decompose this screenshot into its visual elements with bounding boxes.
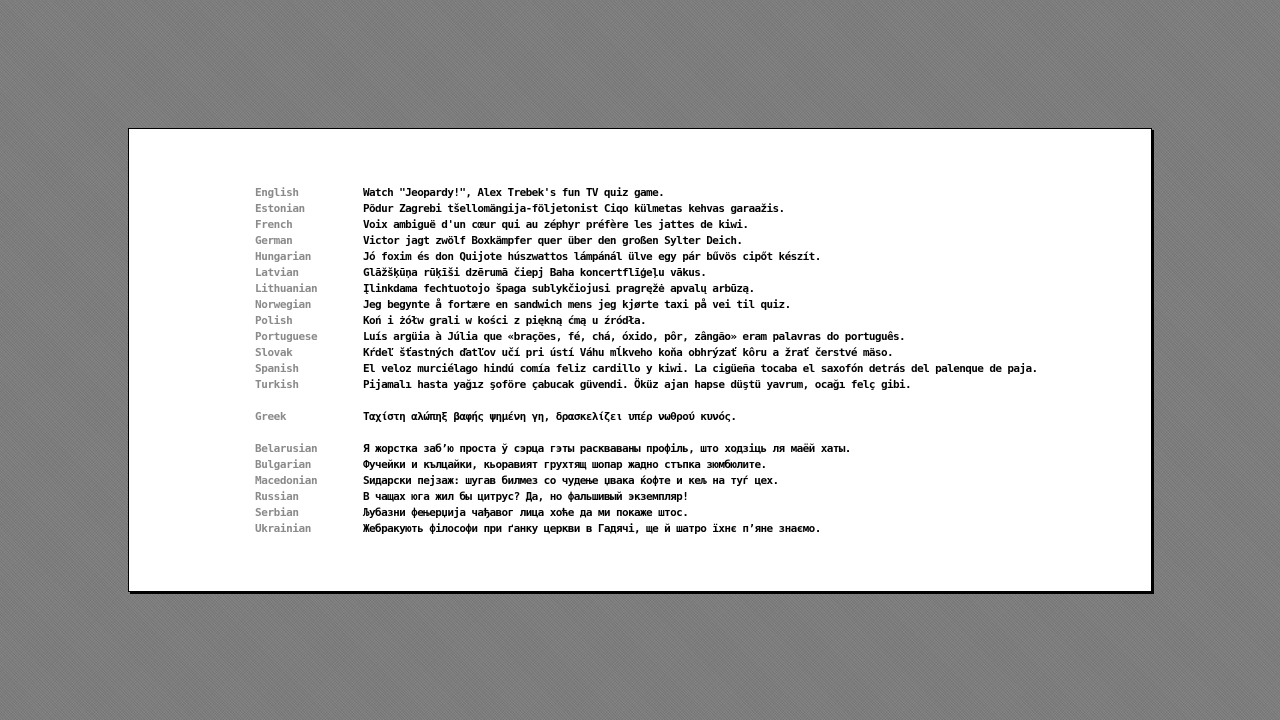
language-group [255,409,1135,425]
pangram-text: El veloz murciélago hindú comía feliz cardillo y kiwi. La cigüeña tocaba el saxofón detrás del palenque de paja. [363,362,1038,375]
pangram-text: Luís argüia à Júlia que «brações, fé, chá, óxido, pôr, zângão» eram palavras do português. [363,330,906,343]
pangram-text: Koń i żółw grali w kości z piękną ćmą u źródła. [363,314,647,327]
pangram-row [255,345,1135,361]
pangram-row [255,201,1135,217]
pangram-text: Įlinkdama fechtuotojo špaga sublykčiojusi pragręžė apvalų arbūzą. [363,282,755,295]
pangram-row [255,361,1135,377]
language-label: Norwegian [255,298,312,311]
pangram-row [255,313,1135,329]
pangram-text: Я жорстка заб’ю проста ў сэрца гэты раскваваны профіль, што ходзіць ля маёй хаты. [363,442,851,455]
language-label: Latvian [255,266,299,279]
pangram-row [255,377,1135,393]
pangram-row [255,297,1135,313]
language-label: Greek [255,410,287,423]
pangram-row [255,473,1135,489]
pangram-text: Kŕdeľ šťastných ďatľov učí pri ústí Váhu mĺkveho koňa obhrýzať kôru a žrať čerstvé mäso. [363,346,893,359]
language-label: Bulgarian [255,458,312,471]
language-label: Spanish [255,362,299,375]
language-label: Serbian [255,506,299,519]
pangram-text: Jó foxim és don Quijote húszwattos lámpánál ülve egy pár bűvös cipőt készít. [363,250,821,263]
language-label: German [255,234,293,247]
pangram-row [255,281,1135,297]
pangram-text: Љубазни фењерџија чађавог лица хоће да ми покаже штос. [363,506,689,519]
pangram-row [255,185,1135,201]
pangram-text: В чащах юга жил бы цитрус? Да, но фальшивый экземпляр! [363,490,689,503]
pangram-row [255,233,1135,249]
pangram-text: Victor jagt zwölf Boxkämpfer quer über den großen Sylter Deich. [363,234,743,247]
language-label: Russian [255,490,299,503]
language-label: Hungarian [255,250,312,263]
pangram-text: Pijamalı hasta yağız şoföre çabucak güvendi. Öküz ajan hapse düştü yavrum, ocağı felç gibi. [363,378,912,391]
pangram-row [255,521,1135,537]
pangram-text: Põdur Zagrebi tšellomängija-följetonist Ciqo külmetas kehvas garaažis. [363,202,785,215]
pangram-row [255,489,1135,505]
pangram-text: Glāžšķūņa rūķīši dzērumā čiepj Baha koncertflīģeļu vākus. [363,266,707,279]
pangram-row [255,265,1135,281]
pangram-text: Ѕидарски пејзаж: шугав билмез со чудење џвака ќофте и кељ на туѓ цех. [363,474,779,487]
language-label: Estonian [255,202,305,215]
pangram-text: Jeg begynte å fortære en sandwich mens jeg kjørte taxi på vei til quiz. [363,298,791,311]
language-label: Turkish [255,378,299,391]
pangram-text: Watch "Jeopardy!", Alex Trebek's fun TV quiz game. [363,186,665,199]
pangram-row [255,329,1135,345]
language-label: Polish [255,314,293,327]
pangram-row [255,217,1135,233]
language-label: Portuguese [255,330,318,343]
pangram-text: Жебракують філософи при ґанку церкви в Гадячі, ще й шатро їхнє п’яне знаємо. [363,522,821,535]
pangram-row [255,409,1135,425]
language-group [255,441,1135,537]
pangram-text: Фучейки и кълцайки, кьоравият грухтящ шопар жадно стъпка зюмбюлите. [363,458,767,471]
language-label: Ukrainian [255,522,312,535]
pangram-row [255,505,1135,521]
pangram-text: Voix ambiguë d'un cœur qui au zéphyr préfère les jattes de kiwi. [363,218,749,231]
pangram-row [255,457,1135,473]
pangram-row [255,249,1135,265]
language-label: French [255,218,293,231]
language-label: Slovak [255,346,293,359]
pangram-list [255,185,1135,537]
pangram-text: Ταχίστη αλώπηξ βαφής ψημένη γη, δρασκελίζει υπέρ νωθρού κυνός. [363,410,737,423]
language-label: Lithuanian [255,282,318,295]
language-label: English [255,186,299,199]
language-label: Belarusian [255,442,318,455]
language-label: Macedonian [255,474,318,487]
pangram-row [255,441,1135,457]
font-sample-window [128,128,1152,592]
language-group [255,185,1135,393]
